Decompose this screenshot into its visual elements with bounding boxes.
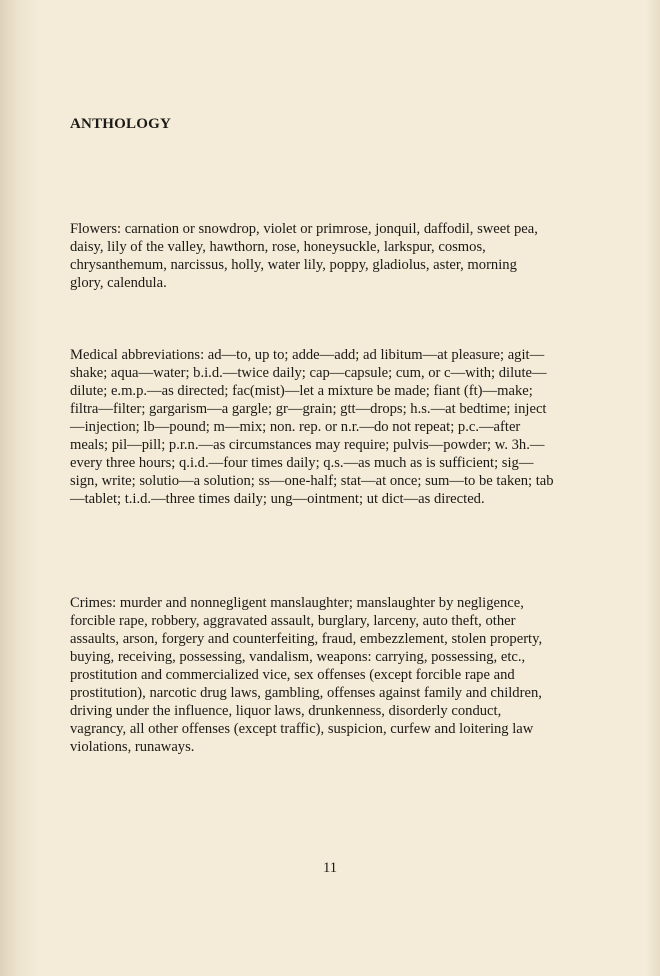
crimes-paragraph: Crimes: murder and nonnegligent manslaughter; manslaughter by negligence, forcible rape, robbery, aggravated assault, burglary, larceny, auto theft, other assaults, arson, forgery and counterfeiting, fraud, embezzlement, stolen property, buying, receiving, possessing, vandalism, weapons: carrying, possessing, etc., prostitution and commercialized vice, sex offenses (except forcible rape and prostitution), narcotic drug laws, gambling, offenses against family and children, driving under the influence, liquor laws, drunkenness, disorderly conduct, vagrancy, all other offenses (except traffic), suspicion, curfew and loitering law violations, runaways. bbox=[70, 595, 543, 755]
page-number: 11 bbox=[322, 860, 338, 876]
medical-abbreviations-paragraph: Medical abbreviations: ad—to, up to; adde—add; ad libitum—at pleasure; agit—shake; aqua—water; b.i.d.—twice daily; cap—capsule; cum, or c—with; dilute—dilute; e.m.p.—as directed; fac(mist)—let a mixture be made; fiant (ft)—make; filtra—filter; gargarism—a gargle; gr—grain; gtt—drops; h.s.—at bedtime; inject—injection; lb—pound; m—mix; non. rep. or n.r.—do not repeat; p.c.—after meals; pil—pill; p.r.n.—as circumstances may require; pulvis—powder; w. 3h.—every three hours; q.i.d.—four times daily; q.s.—as much as is sufficient; sig—sign, write; solutio—a solution; ss—one-half; stat—at once; sum—to be taken; tab—tablet; t.i.d.—three times daily; ung—ointment; ut dict—as directed. bbox=[70, 347, 554, 507]
page-title: ANTHOLOGY bbox=[70, 116, 171, 132]
flowers-paragraph: Flowers: carnation or snowdrop, violet or primrose, jonquil, daffodil, sweet pea, daisy, lily of the valley, hawthorn, rose, honeysuckle, larkspur, cosmos, chrysanthemum, narcissus, holly, water lily, poppy, gladiolus, aster, morning glory, calendula. bbox=[70, 221, 538, 291]
